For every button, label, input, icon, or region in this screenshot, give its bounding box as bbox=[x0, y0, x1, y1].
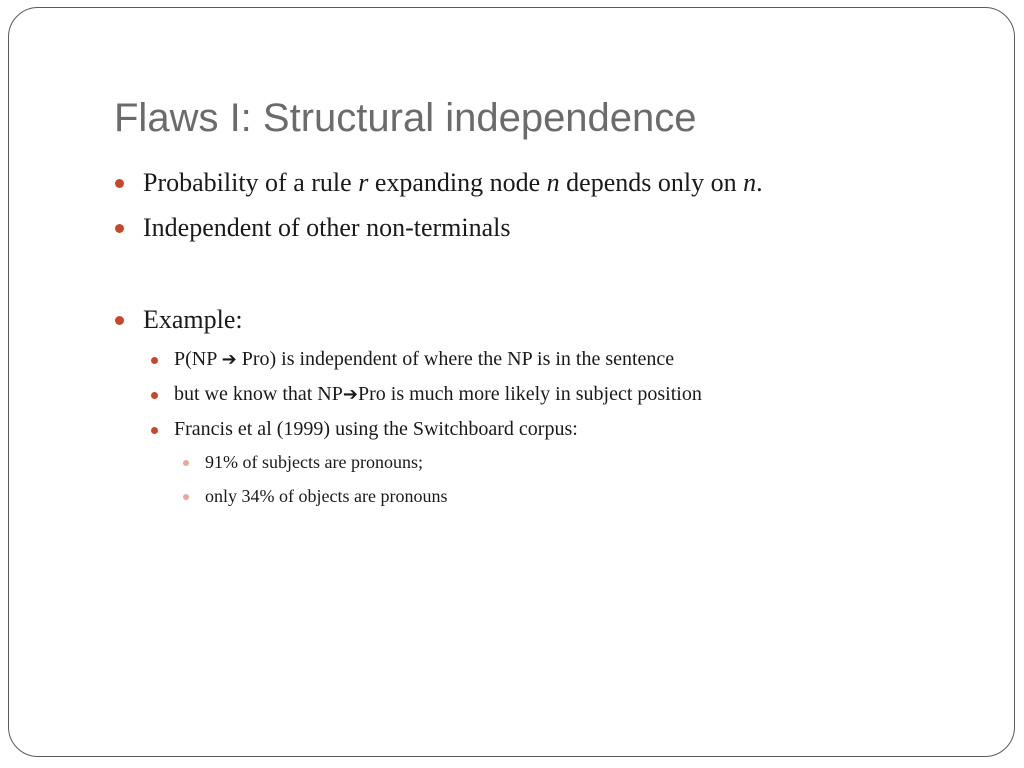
sub-sub-bullet-dot bbox=[183, 460, 189, 466]
sub-bullet-text: Pro) is independent of where the NP is in the sentence bbox=[236, 348, 675, 370]
bullet-italic-n: n bbox=[743, 168, 757, 197]
bullet-dot bbox=[115, 224, 124, 233]
sub-bullet-dot bbox=[151, 427, 158, 434]
sub-sub-bullet-objects: only 34% of objects are pronouns bbox=[205, 486, 448, 506]
bullet-example: Example: bbox=[143, 305, 243, 334]
sub-bullet-subject-position bbox=[174, 383, 702, 406]
bullet-probability-rule bbox=[143, 168, 763, 198]
sub-bullet-francis: Francis et al (1999) using the Switchboard corpus: bbox=[174, 418, 578, 440]
bullet-text-part: depends only on bbox=[559, 168, 744, 197]
sub-bullet-dot bbox=[151, 392, 158, 399]
sub-bullet-text: but we know that NP bbox=[174, 383, 343, 405]
bullet-text-part: expanding node bbox=[368, 168, 547, 197]
sub-bullet-p-np-pro bbox=[174, 348, 674, 371]
bullet-text-part: Probability of a rule bbox=[143, 168, 359, 197]
sub-bullet-text: P(NP bbox=[174, 348, 222, 370]
sub-bullet-dot bbox=[151, 357, 158, 364]
sub-sub-bullet-subjects: 91% of subjects are pronouns; bbox=[205, 452, 423, 472]
slide-title: Flaws I: Structural independence bbox=[114, 96, 697, 140]
arrow-icon: ➔ bbox=[342, 384, 358, 405]
bullet-italic-n: n bbox=[546, 168, 560, 197]
bullet-dot bbox=[115, 316, 124, 325]
bullet-text-part: . bbox=[756, 168, 763, 197]
bullet-dot bbox=[115, 179, 124, 188]
sub-sub-bullet-dot bbox=[183, 494, 189, 500]
bullet-independent: Independent of other non-terminals bbox=[143, 213, 511, 242]
bullet-italic-r: r bbox=[358, 168, 369, 197]
sub-bullet-text: Pro is much more likely in subject position bbox=[357, 383, 702, 405]
arrow-icon: ➔ bbox=[221, 349, 237, 370]
